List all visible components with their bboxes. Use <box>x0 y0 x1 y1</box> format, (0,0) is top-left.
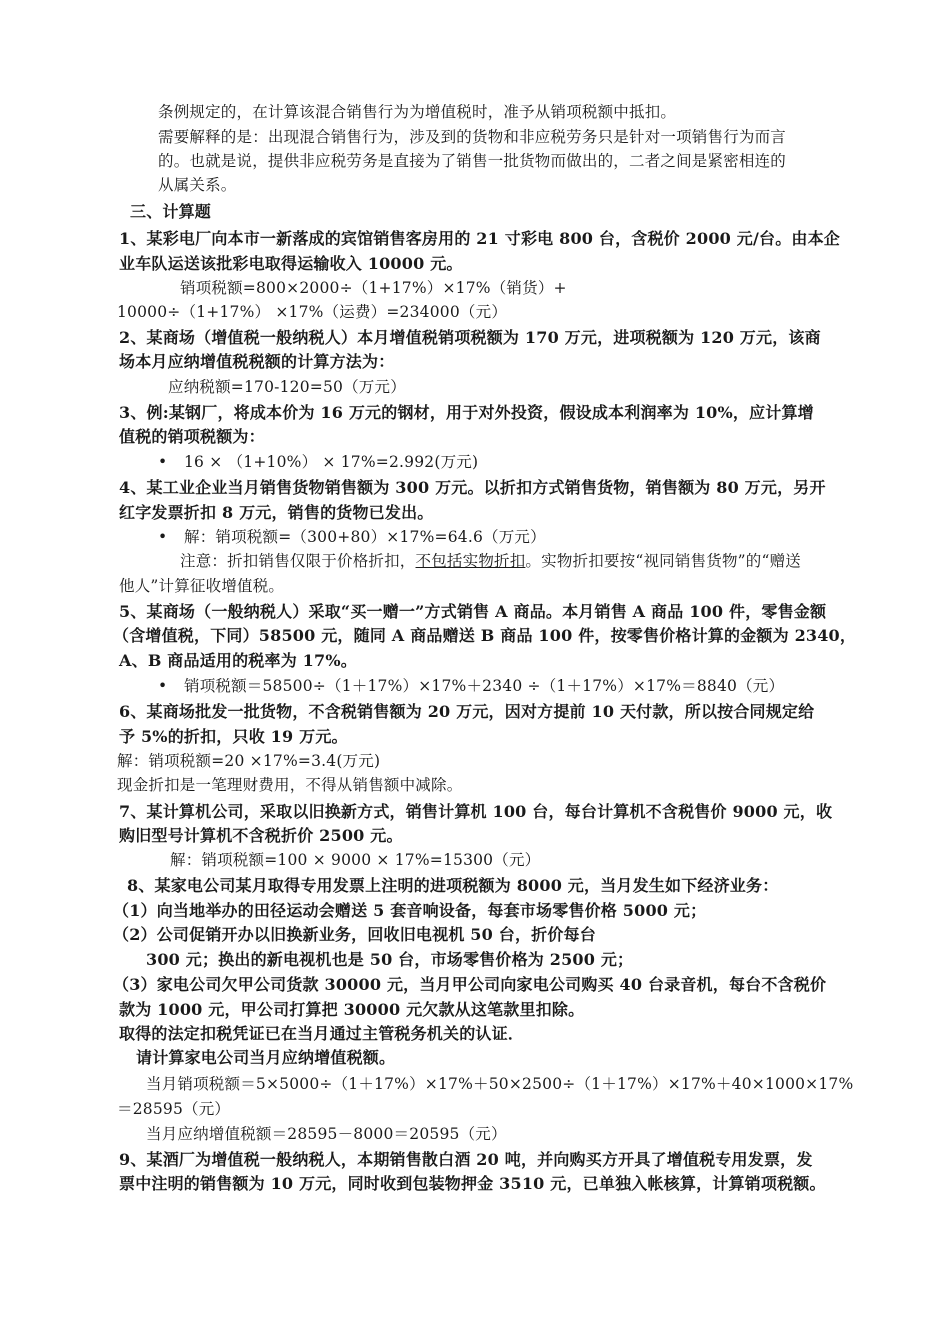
question-1-line-2: 业车队运送该批彩电取得运输收入 10000 元。 <box>119 254 463 273</box>
answer-line: 10000÷（1+17%） ×17%（运费）=234000（元） <box>117 303 508 321</box>
answer-line: 解：销项税额=100 × 9000 × 17%=15300（元） <box>170 851 541 869</box>
question-5-line-3: A、B 商品适用的税率为 17%。 <box>119 651 357 670</box>
question-8-item-3-cont: 款为 1000 元，甲公司打算把 30000 元欠款从这笔款里扣除。 <box>119 1000 585 1019</box>
bullet-answer-line <box>158 675 784 697</box>
paragraph-line: 从属关系。 <box>158 176 237 194</box>
question-6-line-2: 予 5%的折扣，只收 19 万元。 <box>119 727 348 746</box>
question-8-item-1: （1）向当地举办的田径运动会赠送 5 套音响设备，每套市场零售价格 5000 元； <box>113 901 707 920</box>
question-9-line-1: 9、某酒厂为增值税一般纳税人，本期销售散白酒 20 吨，并向购买方开具了增值税专用发票，发 <box>119 1150 813 1169</box>
answer-text: 16 × （1+10%） × 17%=2.992(万元) <box>184 453 479 471</box>
answer-line: 当月应纳增值税额＝28595－8000＝20595（元） <box>146 1125 507 1143</box>
question-8-item-2-cont: 300 元；换出的新电视机也是 50 台，市场零售价格为 2500 元； <box>146 950 634 969</box>
question-8-item-3: （3）家电公司欠甲公司货款 30000 元，当月甲公司向家电公司购买 40 台录音机，每台不含税价 <box>113 975 827 994</box>
question-4-line-2: 红字发票折扣 8 万元，销售的货物已发出。 <box>119 503 434 522</box>
question-7-line-1: 7、某计算机公司，采取以旧换新方式，销售计算机 100 台，每台计算机不含税售价 9000 元，收 <box>119 802 833 821</box>
question-2-line-2: 场本月应纳增值税税额的计算方法为： <box>119 352 395 371</box>
paragraph-line: 的。也就是说，提供非应税劳务是直接为了销售一批货物而做出的，二者之间是紧密相连的 <box>158 152 787 170</box>
answer-line: 现金折扣是一笔理财费用，不得从销售额中减除。 <box>117 776 463 794</box>
note-line: 他人”计算征收增值税。 <box>119 577 285 595</box>
note-text: 注意：折扣销售仅限于价格折扣， <box>180 552 416 570</box>
answer-text: 销项税额＝58500÷（1＋17%）×17%＋2340 ÷（1＋17%）×17%＝8840（元） <box>184 677 785 695</box>
section-heading: 三、计算题 <box>130 202 212 221</box>
question-4-line-1: 4、某工业企业当月销售货物销售额为 300 万元。以折扣方式销售货物，销售额为 80 万元，另开 <box>119 478 826 497</box>
answer-line: 当月销项税额＝5×5000÷（1＋17%）×17%＋50×2500÷（1＋17%）×17%＋40×1000×17% <box>146 1075 854 1093</box>
note-underlined-text: 不包括实物折扣 <box>415 552 526 570</box>
question-5-line-2: （含增值税，下同）58500 元，随同 A 商品赠送 B 商品 100 件，按零售价格计算的金额为 2340， <box>113 626 857 645</box>
question-5-line-1: 5、某商场（一般纳税人）采取“买一赠一”方式销售 A 商品。本月销售 A 商品 100 件，零售金额 <box>119 602 827 621</box>
question-8-ask: 请计算家电公司当月应纳增值税额。 <box>136 1048 396 1067</box>
question-9-line-2: 票中注明的销售额为 10 万元，同时收到包装物押金 3510 元，已单独入帐核算，计算销项税额。 <box>119 1174 826 1193</box>
bullet-answer-line <box>158 451 478 473</box>
bullet-icon: • <box>158 528 168 546</box>
answer-line: ＝28595（元） <box>117 1100 231 1118</box>
question-3-line-1: 3、例:某钢厂，将成本价为 16 万元的钢材，用于对外投资，假设成本利润率为 10%，应计算增 <box>119 403 814 422</box>
question-7-line-2: 购旧型号计算机不含税折价 2500 元。 <box>119 826 403 845</box>
answer-text: 解：销项税额=（300+80）×17%=64.6（万元） <box>184 528 546 546</box>
question-8-item-2: （2）公司促销开办以旧换新业务，回收旧电视机 50 台，折价每台 <box>113 925 596 944</box>
question-3-line-2: 值税的销项税额为： <box>119 427 265 446</box>
bullet-icon: • <box>158 453 168 471</box>
question-6-line-1: 6、某商场批发一批货物，不含税销售额为 20 万元，因对方提前 10 天付款，所以按合同规定给 <box>119 702 815 721</box>
bullet-answer-line <box>158 526 546 548</box>
answer-line: 解：销项税额=20 ×17%=3.4(万元) <box>117 752 381 770</box>
paragraph-line: 条例规定的，在计算该混合销售行为为增值税时，准予从销项税额中抵扣。 <box>158 103 677 121</box>
note-line <box>180 550 801 572</box>
question-8-note: 取得的法定扣税凭证已在当月通过主管税务机关的认证． <box>119 1024 525 1043</box>
answer-line: 应纳税额=170-120=50（万元） <box>168 378 406 396</box>
answer-line: 销项税额=800×2000÷（1+17%）×17%（销货）+ <box>180 279 567 297</box>
question-2-line-1: 2、某商场（增值税一般纳税人）本月增值税销项税额为 170 万元，进项税额为 120 万元，该商 <box>119 328 821 347</box>
note-text: 。实物折扣要按“视同销售货物”的“赠送 <box>525 552 801 570</box>
question-1-line-1: 1、某彩电厂向本市一新落成的宾馆销售客房用的 21 寸彩电 800 台，含税价 2000 元/台。由本企 <box>119 229 840 248</box>
question-8-line-1: 8、某家电公司某月取得专用发票上注明的进项税额为 8000 元，当月发生如下经济业务： <box>127 876 779 895</box>
paragraph-line: 需要解释的是：出现混合销售行为，涉及到的货物和非应税劳务只是针对一项销售行为而言 <box>158 128 787 146</box>
bullet-icon: • <box>158 677 168 695</box>
